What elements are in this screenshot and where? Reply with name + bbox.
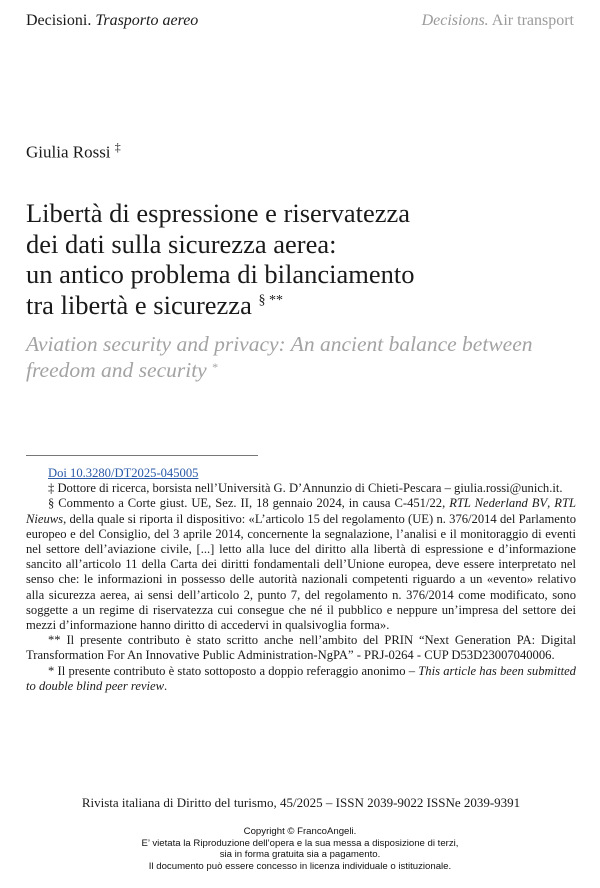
- footnote-case-party2: RTL Nieuws: [26, 496, 576, 526]
- footnote-case-text-a: § Commento a Corte giust. UE, Sez. II, 18 gennaio 2024, in causa C-451/22,: [48, 496, 450, 511]
- subtitle-line: Aviation security and privacy: An ancient balance between: [26, 332, 533, 356]
- header-right: [422, 12, 574, 30]
- footnote-author: ‡ Dottore di ricerca, borsista nell’Università G. D’Annunzio di Chieti-Pescara – giulia.rossi@unich.it.: [48, 481, 563, 496]
- title-line-text: tra libertà e sicurezza: [26, 289, 252, 320]
- journal-info: Rivista italiana di Diritto del turismo, 45/2025 – ISSN 2039-9022 ISSNe 2039-9391: [81, 795, 521, 810]
- footnote-review: [26, 664, 576, 694]
- copyright-line: E’ vietata la Riproduzione dell’opera e la sua messa a disposizione di terzi,: [141, 837, 459, 849]
- title-line: dei dati sulla sicurezza aerea:: [26, 228, 337, 259]
- footnote-case: [26, 496, 576, 633]
- footnote-case-text-c: , della quale si riporta il dispositivo: «L’articolo 15 del regolamento (UE) n. 376/2014 del Parlamento europeo e del Consiglio, del 3 aprile 2014, concernente la segnalazione, l’analisi e il monitoraggio di eventi nel settore dell’aviazione civile, [...] letto alla luce del diritto alla libertà di espressione e d’informazione sancito all’articolo 11 della Carta dei diritti fondamentali dell’Unione europea, deve essere interpretato nel senso che: le informazioni in possesso delle autorità nazionali competenti riguardo a un «evento» relativo alla sicurezza aerea, ai sensi dell’articolo 2, punto 7, del regolamento n. 376/2014 come modificato, sono soggette a un regime di riservatezza cui consegue che né il pubblico e neppure un’impresa del settore dei mezzi d’informazione hanno diritto di accedervi in qualsivoglia forma».: [26, 511, 576, 633]
- title-line: [26, 290, 566, 321]
- footnotes: [26, 466, 576, 694]
- author-line: [26, 140, 121, 163]
- footnote-case-text-b: ,: [547, 496, 555, 511]
- title-line: Libertà di espressione e riservatezza: [26, 198, 411, 228]
- header-left-prefix: Decisioni.: [26, 12, 92, 29]
- header-right-italic: Decisions.: [421, 12, 489, 29]
- subtitle-line: [26, 357, 576, 383]
- footnote-case-party1: RTL Nederland BV: [449, 496, 548, 511]
- footnote-prin: ** Il presente contributo è stato scritto anche nell’ambito del PRIN “Next Generation PA: Digital Transformation For An Innovative Public Administration-NgPA” - PRJ-0264 - CUP D53D23007040006.: [26, 633, 576, 663]
- doi-link[interactable]: Doi 10.3280/DT2025-045005: [48, 466, 199, 480]
- copyright-notice: [0, 826, 600, 872]
- footnote-rule: [26, 455, 258, 456]
- footnote-review-text-b: .: [164, 678, 168, 693]
- header-left-italic: Trasporto aereo: [95, 12, 199, 29]
- footnote-review-text-a: * Il presente contributo è stato sottoposto a doppio referaggio anonimo –: [48, 663, 419, 678]
- subtitle-line-text: freedom and security: [26, 358, 207, 382]
- article-title: [26, 198, 566, 320]
- subtitle-mark: *: [212, 360, 219, 374]
- copyright-line: Il documento può essere concesso in licenza individuale o istituzionale.: [148, 860, 452, 872]
- title-marks: § **: [258, 292, 283, 308]
- author-name: Giulia Rossi: [26, 142, 111, 162]
- article-subtitle: [26, 331, 576, 383]
- header-right-suffix: Air transport: [491, 12, 574, 29]
- copyright-line: sia in forma gratuita sia a pagamento.: [219, 849, 381, 861]
- footnote-review-italic: This article has been submitted to double blind peer review: [26, 663, 576, 693]
- header-left: [26, 12, 198, 30]
- title-line: un antico problema di bilanciamento: [26, 259, 415, 289]
- copyright-line: Copyright © FrancoAngeli.: [243, 826, 357, 837]
- running-header: [26, 12, 574, 36]
- author-mark: ‡: [114, 140, 121, 154]
